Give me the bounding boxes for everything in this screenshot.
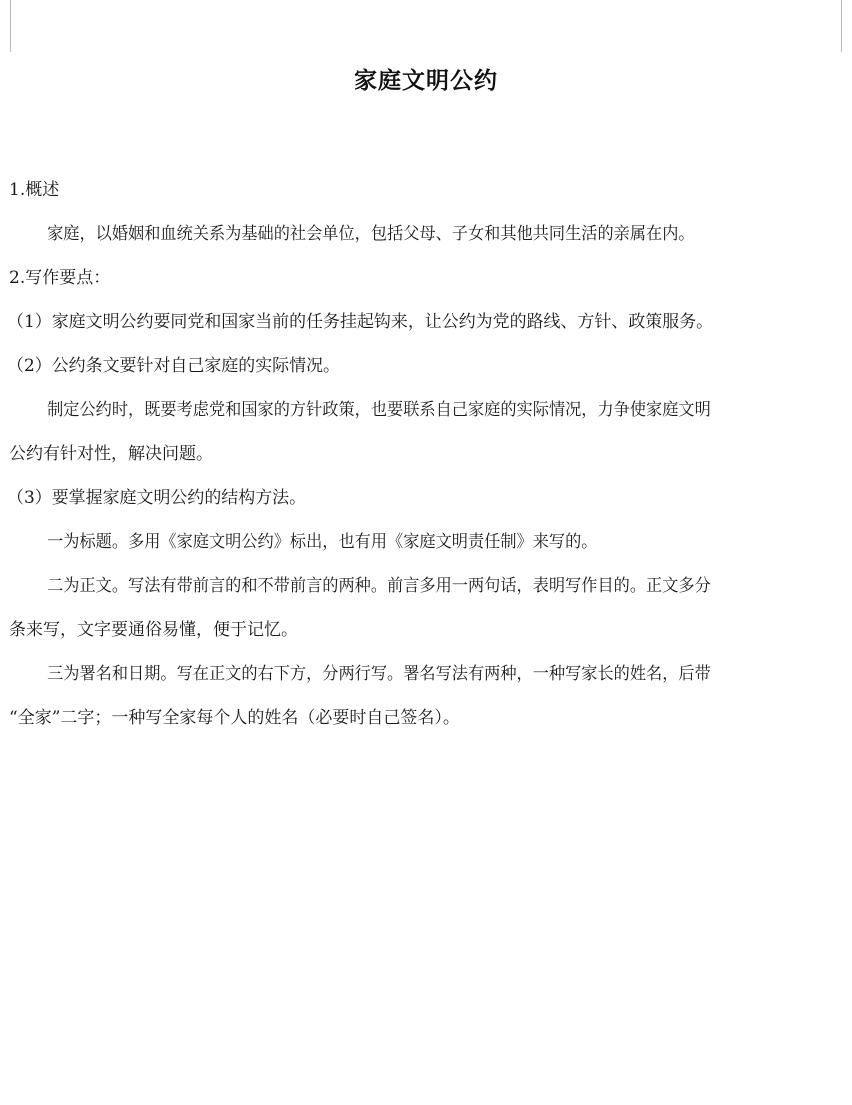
- paragraph-line: 一为标题。多用《家庭文明公约》标出，也有用《家庭文明责任制》来写的。: [47, 532, 598, 552]
- point-2: （2）公约条文要针对自己家庭的实际情况。: [7, 356, 341, 376]
- page-corner-mark-left: [0, 0, 11, 52]
- section-heading-writing-points: 2.写作要点：: [9, 268, 111, 288]
- paragraph-line: 制定公约时，既要考虑党和国家的方针政策，也要联系自己家庭的实际情况，力争使家庭文明: [47, 400, 711, 420]
- paragraph-line: “全家”二字；一种写全家每个人的姓名（必要时自己签名）。: [9, 708, 460, 728]
- page-corner-mark-right: [841, 0, 852, 52]
- document-title: 家庭文明公约: [354, 67, 498, 94]
- paragraph-family-definition: 家庭，以婚姻和血统关系为基础的社会单位，包括父母、子女和其他共同生活的亲属在内。: [47, 224, 695, 244]
- section-heading-overview: 1.概述: [9, 180, 60, 200]
- paragraph-line: 三为署名和日期。写在正文的右下方，分两行写。署名写法有两种，一种写家长的姓名，后带: [47, 664, 711, 684]
- document-body: [9, 168, 846, 740]
- paragraph-line: 二为正文。写法有带前言的和不带前言的两种。前言多用一两句话，表明写作目的。正文多分: [47, 576, 711, 596]
- point-3: （3）要掌握家庭文明公约的结构方法。: [7, 488, 307, 508]
- paragraph-line: 公约有针对性，解决问题。: [9, 444, 213, 464]
- paragraph-line: 条来写，文字要通俗易懂，便于记忆。: [9, 620, 298, 640]
- point-1: （1）家庭文明公约要同党和国家当前的任务挂起钩来，让公约为党的路线、方针、政策服务。: [7, 312, 714, 332]
